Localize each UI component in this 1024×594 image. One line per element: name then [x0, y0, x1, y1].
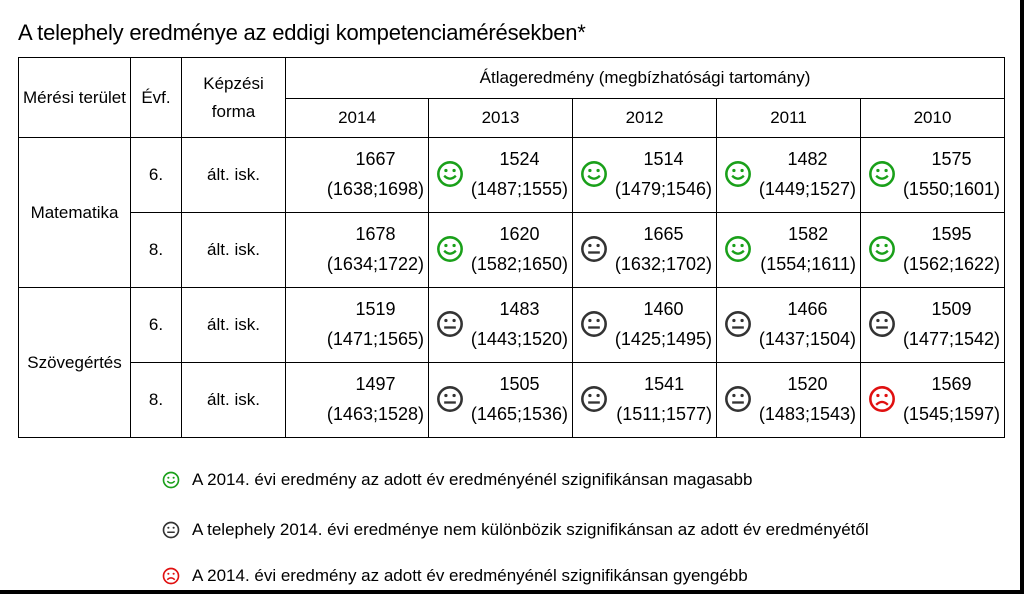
happy-face-icon: [724, 160, 752, 188]
result-value: 1575: [931, 149, 972, 169]
neutral-face-icon: [436, 385, 464, 413]
result-value: 1595: [931, 224, 972, 244]
grade-cell: 6.: [131, 288, 182, 363]
legend-item-lower: [162, 566, 748, 586]
header-form: Képzési forma: [182, 58, 286, 138]
result-cell: [573, 288, 717, 363]
confidence-range: (1477;1542): [902, 329, 1001, 349]
neutral-face-icon: [580, 385, 608, 413]
result-value: 1497: [355, 374, 396, 394]
area-cell: Matematika: [19, 138, 131, 288]
happy-face-icon: [162, 471, 186, 489]
result-value: 1582: [788, 224, 829, 244]
neutral-face-icon: [580, 235, 608, 263]
result-cell: [573, 363, 717, 438]
neutral-face-icon: [580, 310, 608, 338]
grade-cell: 8.: [131, 213, 182, 288]
result-value: 1665: [643, 224, 684, 244]
sad-face-icon: [162, 567, 186, 585]
result-cell: [717, 363, 861, 438]
happy-face-icon: [436, 235, 464, 263]
neutral-face-icon: [724, 385, 752, 413]
sad-face-icon: [868, 385, 896, 413]
legend-text-higher: A 2014. évi eredmény az adott év eredményénél szignifikánsan magasabb: [192, 470, 753, 489]
result-value: 1541: [644, 374, 685, 394]
result-cell: [717, 288, 861, 363]
confidence-range: (1437;1504): [758, 329, 856, 349]
table-row: [19, 213, 1005, 288]
happy-face-icon: [724, 235, 752, 263]
header-year-2013: 2013: [429, 99, 573, 138]
result-cell: [429, 363, 573, 438]
result-value: 1460: [643, 299, 684, 319]
header-year-2014: 2014: [286, 99, 429, 138]
grade-cell: 8.: [131, 363, 182, 438]
confidence-range: (1632;1702): [614, 254, 712, 274]
header-year-2010: 2010: [861, 99, 1005, 138]
confidence-range: (1582;1650): [470, 254, 568, 274]
form-cell: ált. isk.: [182, 288, 286, 363]
confidence-range: (1471;1565): [326, 329, 424, 349]
neutral-face-icon: [724, 310, 752, 338]
confidence-range: (1449;1527): [758, 179, 856, 199]
result-cell: [573, 138, 717, 213]
result-cell: [717, 138, 861, 213]
result-cell: [573, 213, 717, 288]
results-table: [18, 57, 1005, 438]
confidence-range: (1550;1601): [902, 179, 1001, 199]
result-value: 1505: [499, 374, 540, 394]
legend-text-same: A telephely 2014. évi eredménye nem különbözik szignifikánsan az adott év eredményétől: [192, 520, 869, 539]
confidence-range: (1465;1536): [470, 404, 568, 424]
result-value: 1520: [787, 374, 828, 394]
neutral-face-icon: [436, 310, 464, 338]
result-cell: [861, 288, 1005, 363]
confidence-range: (1463;1528): [326, 404, 424, 424]
result-value: 1524: [499, 149, 540, 169]
table-row: [19, 363, 1005, 438]
result-cell: [429, 288, 573, 363]
confidence-range: (1511;1577): [616, 404, 712, 424]
area-cell: Szövegértés: [19, 288, 131, 438]
result-cell: [286, 213, 429, 288]
legend-text-lower: A 2014. évi eredmény az adott év eredményénél szignifikánsan gyengébb: [192, 566, 748, 585]
confidence-range: (1443;1520): [470, 329, 568, 349]
result-value: 1519: [355, 299, 396, 319]
confidence-range: (1634;1722): [326, 254, 424, 274]
page-title: A telephely eredménye az eddigi kompetenciamérésekben*: [18, 20, 586, 45]
confidence-range: (1545;1597): [902, 404, 1001, 424]
result-cell: [286, 138, 429, 213]
result-cell: [861, 138, 1005, 213]
result-cell: [286, 288, 429, 363]
result-cell: [429, 138, 573, 213]
happy-face-icon: [580, 160, 608, 188]
confidence-range: (1554;1611): [760, 254, 856, 274]
result-value: 1620: [499, 224, 540, 244]
neutral-face-icon: [868, 310, 896, 338]
legend-item-same: [162, 520, 869, 540]
confidence-range: (1483;1543): [758, 404, 856, 424]
header-year: Évf.: [131, 58, 182, 138]
header-area: Mérési terület: [19, 58, 131, 138]
result-cell: [717, 213, 861, 288]
happy-face-icon: [868, 160, 896, 188]
legend-item-higher: [162, 470, 752, 490]
neutral-face-icon: [162, 521, 186, 539]
result-value: 1509: [931, 299, 972, 319]
grade-cell: 6.: [131, 138, 182, 213]
header-year-2011: 2011: [717, 99, 861, 138]
result-value: 1667: [355, 149, 396, 169]
confidence-range: (1425;1495): [614, 329, 712, 349]
confidence-range: (1562;1622): [902, 254, 1001, 274]
result-value: 1483: [499, 299, 540, 319]
result-value: 1482: [787, 149, 828, 169]
result-value: 1569: [931, 374, 972, 394]
confidence-range: (1479;1546): [614, 179, 712, 199]
header-year-2012: 2012: [573, 99, 717, 138]
header-average: Átlageredmény (megbízhatósági tartomány): [286, 58, 1005, 99]
result-value: 1678: [355, 224, 396, 244]
result-cell: [429, 213, 573, 288]
result-cell: [861, 213, 1005, 288]
form-cell: ált. isk.: [182, 138, 286, 213]
happy-face-icon: [436, 160, 464, 188]
table-row: [19, 138, 1005, 213]
result-cell: [286, 363, 429, 438]
confidence-range: (1638;1698): [326, 179, 424, 199]
result-value: 1514: [643, 149, 684, 169]
form-cell: ált. isk.: [182, 363, 286, 438]
result-cell: [861, 363, 1005, 438]
form-cell: ált. isk.: [182, 213, 286, 288]
confidence-range: (1487;1555): [470, 179, 568, 199]
result-value: 1466: [787, 299, 828, 319]
happy-face-icon: [868, 235, 896, 263]
table-row: [19, 288, 1005, 363]
